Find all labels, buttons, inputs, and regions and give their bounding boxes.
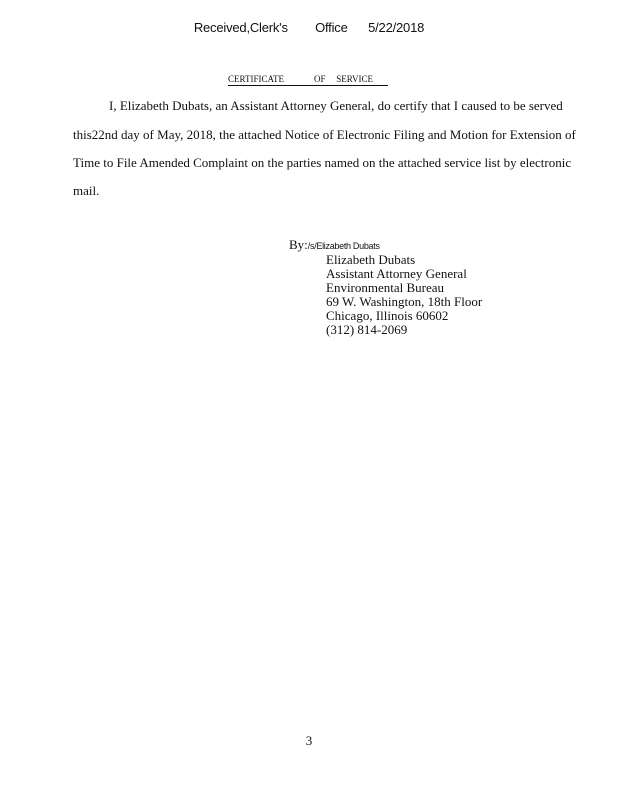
signature-line — [289, 238, 482, 253]
page-number: 3 — [305, 733, 313, 748]
electronic-signature: /s/Elizabeth Dubats — [307, 241, 380, 251]
by-label: By: — [289, 237, 308, 252]
phone-number: (312) 814-2069 — [326, 322, 408, 337]
certification-line-2: this22nd day of May, 2018, the attached Notice of Electronic Filing and Motion for Extension of — [73, 127, 576, 142]
office-label: Office — [315, 20, 348, 35]
certification-line-3: Time to File Amended Complaint on the parties named on the attached service list by electronic — [73, 155, 572, 170]
received-label: Received,Clerk's — [193, 20, 288, 35]
title-word-of: OF — [314, 74, 326, 84]
address-city: Chicago, Illinois 60602 — [326, 308, 449, 323]
certification-line-4: mail. — [73, 183, 100, 198]
signature-block — [289, 238, 482, 337]
title-word-certificate: CERTIFICATE — [228, 74, 284, 84]
filing-date: 5/22/2018 — [368, 20, 425, 35]
signer-bureau: Environmental Bureau — [326, 280, 445, 295]
title-word-service: SERVICE — [336, 74, 374, 84]
document-title — [228, 74, 388, 86]
filing-stamp — [0, 20, 618, 35]
certification-line-1: I, Elizabeth Dubats, an Assistant Attorney General, do certify that I caused to be served — [109, 98, 563, 113]
address-street: 69 W. Washington, 18th Floor — [326, 294, 483, 309]
signer-position: Assistant Attorney General — [326, 266, 467, 281]
signer-name: Elizabeth Dubats — [326, 252, 416, 267]
